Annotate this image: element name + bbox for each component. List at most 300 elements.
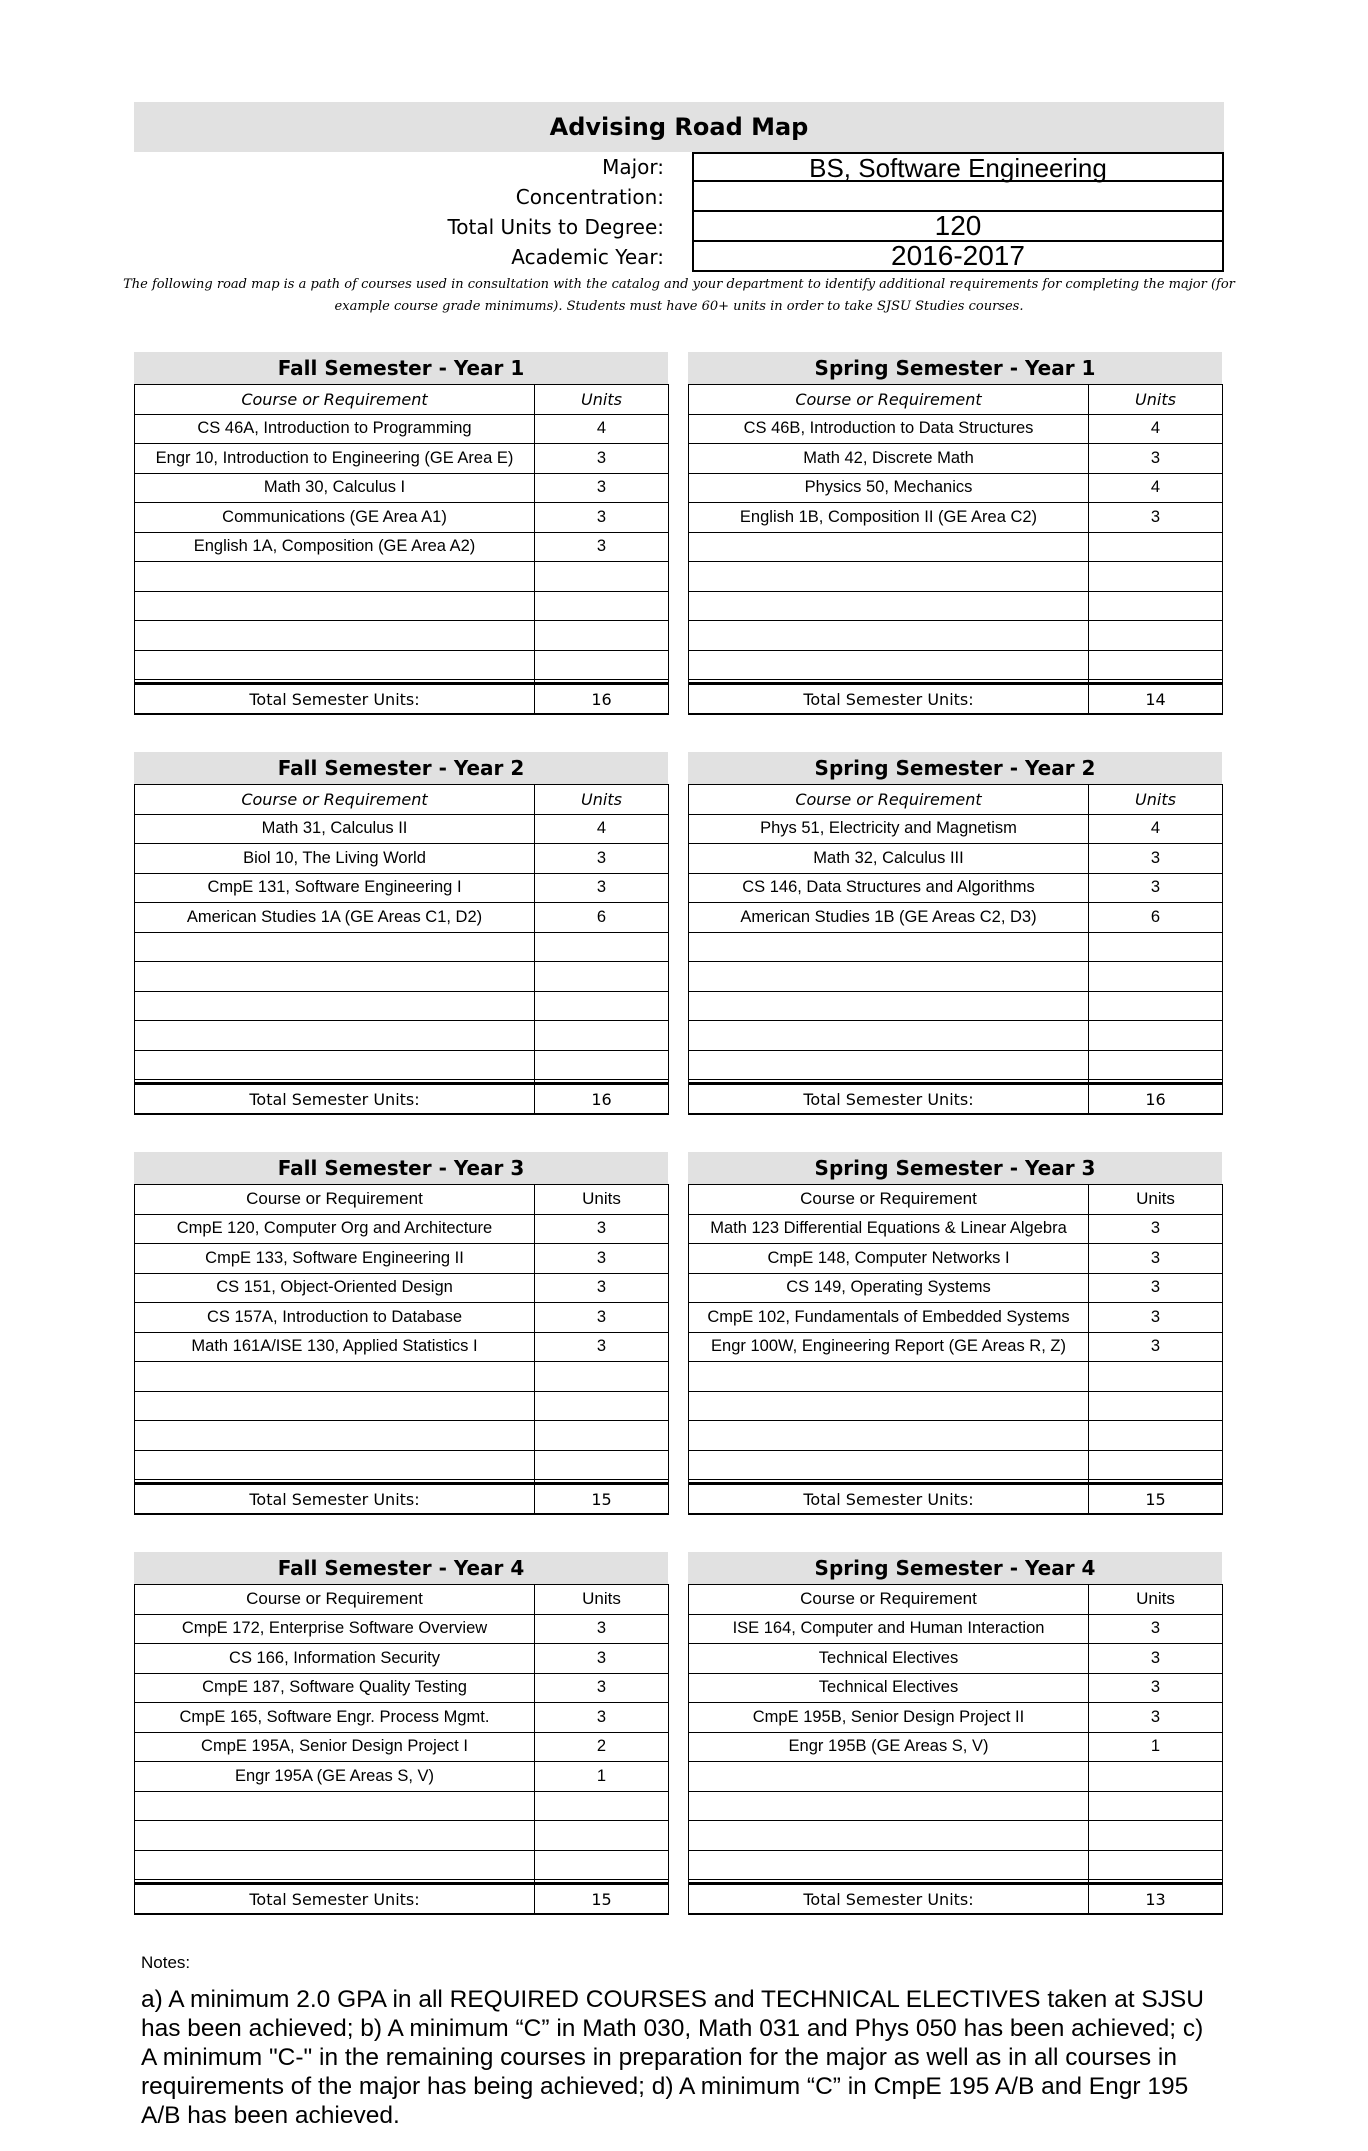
table-row (135, 532, 669, 562)
table-header-row (135, 1185, 669, 1215)
units-cell: 3 (535, 873, 669, 903)
course-table (134, 784, 669, 1115)
semester-row-year-1 (134, 352, 1224, 716)
units-cell (535, 1421, 669, 1451)
course-table (134, 1184, 669, 1515)
course-table (688, 1584, 1223, 1915)
units-cell (1089, 1450, 1223, 1480)
course-cell: Engr 195A (GE Areas S, V) (135, 1762, 535, 1792)
table-row (689, 991, 1223, 1021)
units-cell: 3 (1089, 1214, 1223, 1244)
total-units: 14 (1089, 684, 1223, 715)
table-row (135, 991, 669, 1021)
table-row (135, 1244, 669, 1274)
table-row (135, 814, 669, 844)
table-row (689, 414, 1223, 444)
total-units: 15 (1089, 1484, 1223, 1515)
units-cell (535, 1791, 669, 1821)
concentration-value (692, 182, 1224, 212)
course-cell (135, 1362, 535, 1392)
table-row (135, 1421, 669, 1451)
course-cell: CmpE 131, Software Engineering I (135, 873, 535, 903)
semester-title: Spring Semester - Year 1 (688, 352, 1222, 384)
course-cell (689, 1362, 1089, 1392)
units-cell (1089, 1762, 1223, 1792)
course-table (688, 384, 1223, 715)
total-units: 13 (1089, 1884, 1223, 1915)
table-row (135, 1762, 669, 1792)
table-row (689, 1332, 1223, 1362)
course-cell: Engr 100W, Engineering Report (GE Areas R, Z) (689, 1332, 1089, 1362)
col-course-header: Course or Requirement (689, 1185, 1089, 1215)
table-row (689, 1362, 1223, 1392)
course-cell (135, 621, 535, 651)
col-units-header: Units (1089, 385, 1223, 415)
units-cell (535, 621, 669, 651)
units-cell: 4 (535, 814, 669, 844)
course-cell (689, 962, 1089, 992)
table-row (135, 591, 669, 621)
units-cell: 2 (535, 1732, 669, 1762)
course-cell: CS 146, Data Structures and Algorithms (689, 873, 1089, 903)
units-cell: 3 (1089, 1244, 1223, 1274)
course-cell: Math 30, Calculus I (135, 473, 535, 503)
units-cell (535, 991, 669, 1021)
table-row (135, 1821, 669, 1851)
page-title: Advising Road Map (134, 102, 1224, 152)
major-label: Major: (602, 155, 664, 179)
units-cell: 3 (1089, 1703, 1223, 1733)
units-cell (535, 962, 669, 992)
table-row (135, 503, 669, 533)
units-cell: 3 (535, 1332, 669, 1362)
units-cell: 3 (1089, 873, 1223, 903)
table-header-row (689, 385, 1223, 415)
total-label: Total Semester Units: (135, 1884, 535, 1915)
units-cell: 3 (1089, 1673, 1223, 1703)
semester-title: Spring Semester - Year 4 (688, 1552, 1222, 1584)
semester-title: Fall Semester - Year 4 (134, 1552, 668, 1584)
units-cell: 4 (1089, 414, 1223, 444)
course-cell (135, 1450, 535, 1480)
units-cell (535, 591, 669, 621)
intro-text: The following road map is a path of courses used in consultation with the catalog and your department to identify additional requirements for completing the major (for example course grade minimums). Students must have 60+ units in order to take SJSU Studies courses. (123, 277, 1235, 314)
units-cell (1089, 591, 1223, 621)
course-cell: English 1A, Composition (GE Area A2) (135, 532, 535, 562)
course-cell (689, 621, 1089, 651)
table-row (135, 473, 669, 503)
course-cell (689, 1450, 1089, 1480)
units-cell: 3 (1089, 1614, 1223, 1644)
col-units-header: Units (1089, 1585, 1223, 1615)
table-row (135, 1791, 669, 1821)
course-cell: Technical Electives (689, 1644, 1089, 1674)
table-row (689, 1791, 1223, 1821)
table-row (135, 1303, 669, 1333)
course-cell (135, 1021, 535, 1051)
units-cell: 3 (1089, 1332, 1223, 1362)
semester-title: Fall Semester - Year 2 (134, 752, 668, 784)
spring-semester-year-1 (688, 352, 1222, 715)
table-row (689, 1732, 1223, 1762)
units-label: Total Units to Degree: (447, 215, 664, 239)
units-cell (535, 1821, 669, 1851)
spring-semester-year-4 (688, 1552, 1222, 1915)
fall-semester-year-2 (134, 752, 668, 1115)
col-course-header: Course or Requirement (135, 385, 535, 415)
table-header-row (689, 1585, 1223, 1615)
table-row (135, 414, 669, 444)
course-cell (689, 1021, 1089, 1051)
course-cell: CmpE 165, Software Engr. Process Mgmt. (135, 1703, 535, 1733)
units-cell: 4 (1089, 814, 1223, 844)
table-row (689, 591, 1223, 621)
course-table (688, 784, 1223, 1115)
spring-semester-year-2 (688, 752, 1222, 1115)
course-cell (135, 591, 535, 621)
table-row (135, 1644, 669, 1674)
course-cell (689, 591, 1089, 621)
units-cell: 4 (1089, 473, 1223, 503)
table-row (689, 562, 1223, 592)
units-cell (535, 1050, 669, 1080)
course-table (134, 1584, 669, 1915)
course-cell: ISE 164, Computer and Human Interaction (689, 1614, 1089, 1644)
course-cell: Phys 51, Electricity and Magnetism (689, 814, 1089, 844)
units-cell: 3 (1089, 1303, 1223, 1333)
units-cell (535, 1391, 669, 1421)
table-row (689, 1214, 1223, 1244)
table-row (135, 1050, 669, 1080)
year-label: Academic Year: (511, 245, 664, 269)
table-row (689, 1244, 1223, 1274)
notes-label: Notes: (141, 1953, 191, 1972)
units-cell (535, 1362, 669, 1392)
course-table (688, 1184, 1223, 1515)
year-value: 2016-2017 (692, 242, 1224, 272)
course-cell (689, 932, 1089, 962)
course-cell: American Studies 1B (GE Areas C2, D3) (689, 903, 1089, 933)
table-row (135, 444, 669, 474)
course-cell: Communications (GE Area A1) (135, 503, 535, 533)
course-cell: CS 46B, Introduction to Data Structures (689, 414, 1089, 444)
course-cell: CmpE 195A, Senior Design Project I (135, 1732, 535, 1762)
table-row (689, 532, 1223, 562)
table-row (689, 1391, 1223, 1421)
course-cell (689, 1391, 1089, 1421)
units-cell: 1 (535, 1762, 669, 1792)
table-row (135, 621, 669, 651)
total-row (689, 1884, 1223, 1915)
units-cell (1089, 1362, 1223, 1392)
units-cell (1089, 1821, 1223, 1851)
major-value: BS, Software Engineering (692, 152, 1224, 182)
total-row (135, 684, 669, 715)
table-row (135, 903, 669, 933)
table-row (135, 1732, 669, 1762)
semester-title: Fall Semester - Year 1 (134, 352, 668, 384)
course-cell: CmpE 195B, Senior Design Project II (689, 1703, 1089, 1733)
units-cell: 3 (535, 1614, 669, 1644)
units-cell: 3 (535, 532, 669, 562)
semester-title: Fall Semester - Year 3 (134, 1152, 668, 1184)
total-label: Total Semester Units: (135, 1484, 535, 1515)
course-cell (135, 932, 535, 962)
units-cell (535, 1850, 669, 1880)
course-cell (135, 562, 535, 592)
course-cell (689, 991, 1089, 1021)
units-cell: 3 (535, 1644, 669, 1674)
total-row (135, 1084, 669, 1115)
table-row (689, 1762, 1223, 1792)
total-label: Total Semester Units: (689, 1484, 1089, 1515)
units-cell (1089, 532, 1223, 562)
units-cell (1089, 1421, 1223, 1451)
units-cell: 3 (535, 1303, 669, 1333)
total-row (689, 1484, 1223, 1515)
course-cell (135, 962, 535, 992)
table-row (689, 444, 1223, 474)
course-cell: Math 42, Discrete Math (689, 444, 1089, 474)
course-cell: CS 151, Object-Oriented Design (135, 1273, 535, 1303)
table-row (689, 1050, 1223, 1080)
total-units: 16 (1089, 1084, 1223, 1115)
course-cell (689, 650, 1089, 680)
fall-semester-year-3 (134, 1152, 668, 1515)
table-row (135, 932, 669, 962)
col-course-header: Course or Requirement (135, 1185, 535, 1215)
units-cell: 3 (535, 1703, 669, 1733)
table-header-row (135, 385, 669, 415)
units-cell (535, 562, 669, 592)
units-cell (1089, 650, 1223, 680)
table-row (135, 1214, 669, 1244)
total-units: 16 (535, 1084, 669, 1115)
spring-semester-year-3 (688, 1152, 1222, 1515)
table-row (689, 932, 1223, 962)
course-cell: Math 123 Differential Equations & Linear Algebra (689, 1214, 1089, 1244)
fall-semester-year-1 (134, 352, 668, 715)
course-cell: CmpE 148, Computer Networks I (689, 1244, 1089, 1274)
course-cell: Engr 195B (GE Areas S, V) (689, 1732, 1089, 1762)
total-label: Total Semester Units: (135, 1084, 535, 1115)
course-cell (689, 1791, 1089, 1821)
table-row (135, 962, 669, 992)
table-row (689, 1614, 1223, 1644)
col-course-header: Course or Requirement (689, 385, 1089, 415)
course-cell: CS 149, Operating Systems (689, 1273, 1089, 1303)
course-cell: CmpE 120, Computer Org and Architecture (135, 1214, 535, 1244)
total-label: Total Semester Units: (689, 1884, 1089, 1915)
course-table (134, 384, 669, 715)
course-cell: Math 31, Calculus II (135, 814, 535, 844)
units-cell: 3 (1089, 1644, 1223, 1674)
table-row (135, 1673, 669, 1703)
course-cell: English 1B, Composition II (GE Area C2) (689, 503, 1089, 533)
course-cell (135, 1050, 535, 1080)
units-cell: 6 (1089, 903, 1223, 933)
course-cell: Engr 10, Introduction to Engineering (GE Area E) (135, 444, 535, 474)
table-row (135, 650, 669, 680)
table-header-row (689, 785, 1223, 815)
col-course-header: Course or Requirement (689, 785, 1089, 815)
major-row (134, 152, 1224, 182)
semester-title: Spring Semester - Year 2 (688, 752, 1222, 784)
table-row (135, 873, 669, 903)
table-row (689, 1303, 1223, 1333)
semester-row-year-4 (134, 1552, 1224, 1916)
units-cell: 3 (535, 503, 669, 533)
units-cell: 3 (535, 444, 669, 474)
units-cell (1089, 962, 1223, 992)
year-row (134, 242, 1224, 272)
units-cell: 3 (1089, 503, 1223, 533)
course-cell (135, 1421, 535, 1451)
table-row (135, 1450, 669, 1480)
roadmap-header (123, 102, 1235, 318)
course-cell (689, 532, 1089, 562)
course-cell: CmpE 172, Enterprise Software Overview (135, 1614, 535, 1644)
total-label: Total Semester Units: (689, 684, 1089, 715)
table-row (135, 1362, 669, 1392)
table-row (689, 873, 1223, 903)
course-cell (689, 1762, 1089, 1792)
table-row (689, 844, 1223, 874)
course-cell (689, 1821, 1089, 1851)
table-header-row (689, 1185, 1223, 1215)
semester-title: Spring Semester - Year 3 (688, 1152, 1222, 1184)
units-cell (1089, 1391, 1223, 1421)
col-units-header: Units (535, 385, 669, 415)
total-units: 15 (535, 1884, 669, 1915)
course-cell: CmpE 133, Software Engineering II (135, 1244, 535, 1274)
table-row (689, 1821, 1223, 1851)
units-cell (1089, 1850, 1223, 1880)
units-cell (1089, 991, 1223, 1021)
course-cell: Math 32, Calculus III (689, 844, 1089, 874)
semester-row-year-3 (134, 1152, 1224, 1516)
units-cell: 1 (1089, 1732, 1223, 1762)
col-units-header: Units (1089, 1185, 1223, 1215)
course-cell (135, 1791, 535, 1821)
table-row (689, 1850, 1223, 1880)
table-row (135, 562, 669, 592)
total-row (689, 1084, 1223, 1115)
units-cell: 3 (535, 473, 669, 503)
units-cell: 3 (1089, 444, 1223, 474)
total-label: Total Semester Units: (689, 1084, 1089, 1115)
col-course-header: Course or Requirement (135, 785, 535, 815)
table-row (689, 1644, 1223, 1674)
units-value: 120 (692, 212, 1224, 242)
course-cell: American Studies 1A (GE Areas C1, D2) (135, 903, 535, 933)
units-cell (1089, 1050, 1223, 1080)
table-header-row (135, 785, 669, 815)
units-cell (535, 932, 669, 962)
units-cell (1089, 1791, 1223, 1821)
units-cell: 3 (535, 1273, 669, 1303)
course-cell: Technical Electives (689, 1673, 1089, 1703)
total-units: 15 (535, 1484, 669, 1515)
total-label: Total Semester Units: (135, 684, 535, 715)
total-row (689, 684, 1223, 715)
units-cell: 6 (535, 903, 669, 933)
units-cell (1089, 1021, 1223, 1051)
units-cell: 3 (1089, 844, 1223, 874)
course-cell (135, 991, 535, 1021)
units-cell: 3 (535, 1244, 669, 1274)
concentration-row (134, 182, 1224, 212)
units-cell: 4 (535, 414, 669, 444)
table-row (689, 621, 1223, 651)
course-cell: Math 161A/ISE 130, Applied Statistics I (135, 1332, 535, 1362)
course-cell: CS 166, Information Security (135, 1644, 535, 1674)
total-units: 16 (535, 684, 669, 715)
semester-row-year-2 (134, 752, 1224, 1116)
units-cell (535, 1021, 669, 1051)
col-units-header: Units (1089, 785, 1223, 815)
course-cell (135, 1391, 535, 1421)
table-row (689, 1450, 1223, 1480)
units-cell: 3 (535, 1214, 669, 1244)
table-row (689, 1673, 1223, 1703)
table-row (689, 473, 1223, 503)
table-row (689, 1273, 1223, 1303)
col-course-header: Course or Requirement (135, 1585, 535, 1615)
table-row (135, 844, 669, 874)
table-row (135, 1273, 669, 1303)
notes-text: a) A minimum 2.0 GPA in all REQUIRED COURSES and TECHNICAL ELECTIVES taken at SJSU has been achieved; b) A minimum “C” in Math 030, Math 031 and Phys 050 has been achieved; c) A minimum "C-" in the remaining courses in preparation for the major as well as in all courses in requirements of the major has being achieved; d) A minimum “C” in CmpE 195 A/B and Engr 195 A/B has been achieved. (141, 1986, 1204, 2129)
table-row (689, 1703, 1223, 1733)
units-cell (1089, 621, 1223, 651)
course-cell (135, 1821, 535, 1851)
table-row (689, 503, 1223, 533)
total-row (135, 1484, 669, 1515)
col-units-header: Units (535, 1185, 669, 1215)
table-row (135, 1391, 669, 1421)
units-cell (1089, 932, 1223, 962)
total-row (135, 1884, 669, 1915)
table-row (689, 1021, 1223, 1051)
units-cell: 3 (535, 844, 669, 874)
course-cell (689, 1050, 1089, 1080)
course-cell (135, 650, 535, 680)
col-units-header: Units (535, 1585, 669, 1615)
units-row (134, 212, 1224, 242)
table-row (135, 1021, 669, 1051)
units-cell (1089, 562, 1223, 592)
course-cell: CmpE 102, Fundamentals of Embedded Systems (689, 1303, 1089, 1333)
table-row (689, 1421, 1223, 1451)
units-cell (535, 1450, 669, 1480)
units-cell: 3 (535, 1673, 669, 1703)
table-row (689, 903, 1223, 933)
course-cell: CS 157A, Introduction to Database (135, 1303, 535, 1333)
concentration-label: Concentration: (515, 185, 664, 209)
table-row (135, 1703, 669, 1733)
course-cell: Physics 50, Mechanics (689, 473, 1089, 503)
table-row (689, 650, 1223, 680)
fall-semester-year-4 (134, 1552, 668, 1915)
table-row (135, 1614, 669, 1644)
course-cell: Biol 10, The Living World (135, 844, 535, 874)
course-cell (135, 1850, 535, 1880)
course-cell: CmpE 187, Software Quality Testing (135, 1673, 535, 1703)
table-row (689, 962, 1223, 992)
units-cell: 3 (1089, 1273, 1223, 1303)
table-header-row (135, 1585, 669, 1615)
col-units-header: Units (535, 785, 669, 815)
